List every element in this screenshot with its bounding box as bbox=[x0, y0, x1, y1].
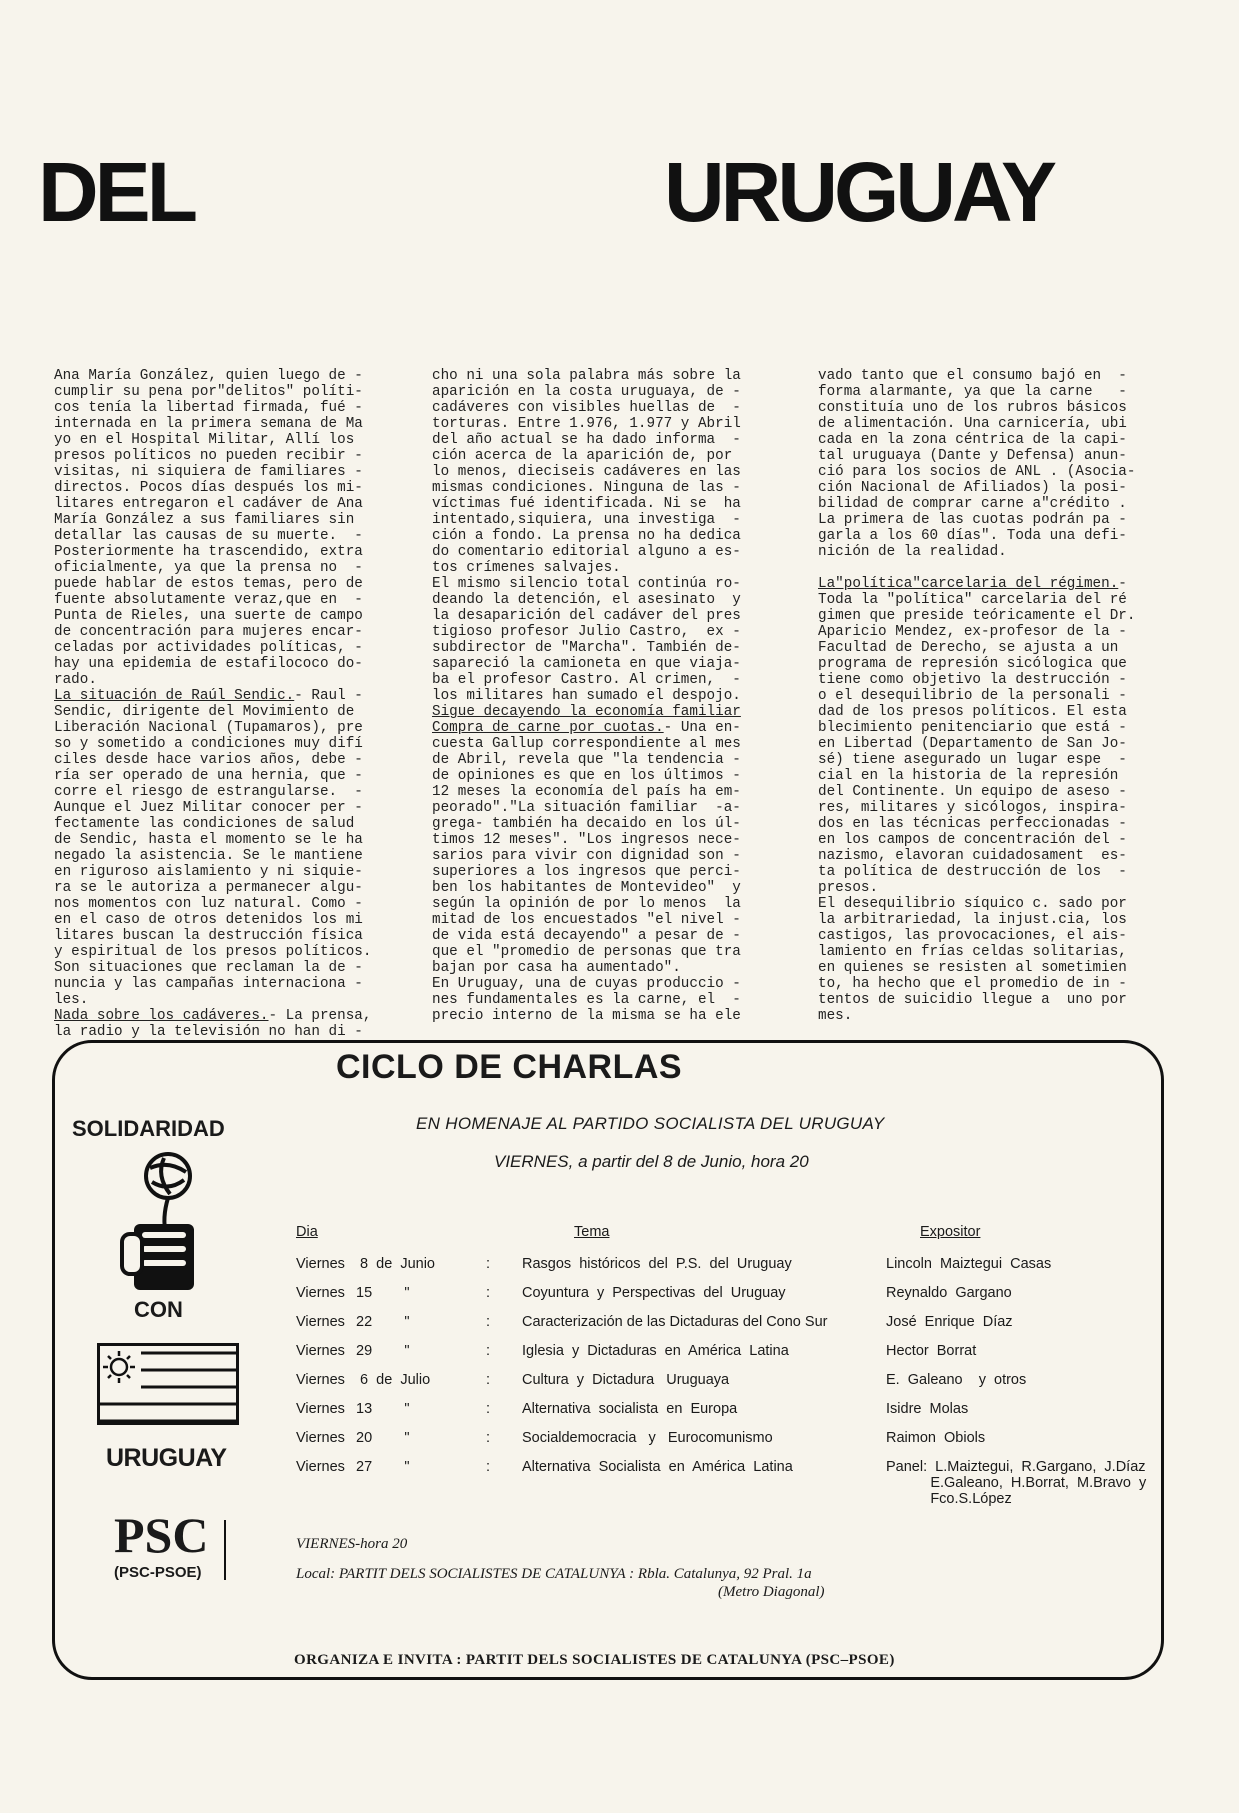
row-day: Viernes bbox=[296, 1285, 345, 1301]
article-text: - Una en- cuesta Gallup correspondiente al mes de Abril, revela que "la tendencia - de opiniones es que en los últimos - 12 meses la economía del país ha em- peorado"."La situación familiar -a- grega- también ha decaido en los úl- timos 12 meses". "Los ingresos nece- sarios para vivir con dignidad son - superiores a los ingresos que perci- ben los habitantes de Montevideo" y según la opinión de por lo menos la mitad de los encuestados "el nivel - de vida está decayendo" a pesar de - que el "promedio de personas que tra bajan por casa ha aumentado". En Uruguay, una de cuyas produccio - nes fundamentales es la carne, el - precio interno de la misma se ha ele bbox=[432, 720, 741, 1024]
uruguay-label: URUGUAY bbox=[106, 1444, 227, 1472]
row-date: 27 " bbox=[356, 1459, 410, 1475]
section-heading: La"política"carcelaria del régimen. bbox=[818, 576, 1119, 592]
row-topic: Caracterización de las Dictaduras del Cono Sur bbox=[522, 1314, 828, 1330]
row-colon: : bbox=[486, 1285, 491, 1301]
row-topic: Rasgos históricos del P.S. del Uruguay bbox=[522, 1256, 792, 1272]
article-text: cho ni una sola palabra más sobre la aparición en la costa uruguaya, de - cadáveres con visibles huellas de - torturas. Entre 1.976, 1.977 y Abril del año actual se ha dado informa - ción acerca de la aparición de, por lo menos, dieciseis cadáveres en las mismas condiciones. Ninguna de las - víctimas fué identificada. Ni se ha intentado,siquiera, una investiga - ción a fondo. La prensa no ha dedica do comentario editorial alguno a es- tos crímenes salvajes. El mismo silencio total continúa ro- deando la detención, el asesinato y la desaparición del cadáver del pres tigioso profesor Julio Castro, ex - subdirector de "Marcha". También de- sapareció la camioneta en que viaja- ba el profesor Castro. Al crimen, - los militares han sumado el despojo. bbox=[432, 368, 741, 704]
row-date: 29 " bbox=[356, 1343, 410, 1359]
row-date: 15 " bbox=[356, 1285, 410, 1301]
row-day: Viernes bbox=[296, 1430, 345, 1446]
row-colon: : bbox=[486, 1314, 491, 1330]
row-speaker: Lincoln Maiztegui Casas bbox=[886, 1256, 1052, 1272]
row-date: 8 de Junio bbox=[356, 1256, 435, 1272]
section-heading: Nada sobre los cadáveres. bbox=[54, 1008, 269, 1024]
row-day: Viernes bbox=[296, 1343, 345, 1359]
solidaridad-label: SOLIDARIDAD bbox=[72, 1116, 225, 1141]
schedule-row bbox=[0, 1343, 1239, 1365]
box-title: CICLO DE CHARLAS bbox=[336, 1048, 683, 1086]
row-colon: : bbox=[486, 1372, 491, 1388]
row-speaker: Hector Borrat bbox=[886, 1343, 977, 1359]
viernes-hora: VIERNES-hora 20 bbox=[296, 1536, 408, 1552]
row-colon: : bbox=[486, 1343, 491, 1359]
section-heading: La situación de Raúl Sendic. bbox=[54, 688, 295, 704]
row-day: Viernes bbox=[296, 1372, 345, 1388]
local-address: Local: PARTIT DELS SOCIALISTES DE CATALUNYA : Rbla. Catalunya, 92 Pral. 1a bbox=[296, 1566, 812, 1582]
row-colon: : bbox=[486, 1459, 491, 1475]
article-column-1 bbox=[54, 368, 406, 1040]
row-topic: Coyuntura y Perspectivas del Uruguay bbox=[522, 1285, 786, 1301]
row-topic: Alternativa Socialista en América Latina bbox=[522, 1459, 793, 1475]
section-heading: Sigue decayendo la economía familiar Compra de carne por cuotas. bbox=[432, 704, 741, 736]
organiza-line: ORGANIZA E INVITA : PARTIT DELS SOCIALISTES DE CATALUNYA (PSC–PSOE) bbox=[294, 1652, 895, 1668]
row-topic: Alternativa socialista en Europa bbox=[522, 1401, 738, 1417]
row-speaker: José Enrique Díaz bbox=[886, 1314, 1013, 1330]
article-text: - La prensa, la radio y la televisión no han di - bbox=[54, 1008, 372, 1040]
row-day: Viernes bbox=[296, 1314, 345, 1330]
row-speaker: E. Galeano y otros bbox=[886, 1372, 1027, 1388]
article-text: - Toda la "política" carcelaria del ré gimen que preside teóricamente el Dr. Aparicio Mendez, ex-profesor de la - Facultad de Derecho, se ajusta a un programa de represión sicólogica que tiene como objetivo la destrucción - o el desequilibrio de la personali - dad de los presos políticos. El esta blecimiento penitenciario que está - en Libertad (Departamento de San Jo- sé) tiene asegurado un lugar espe - cial en la historia de la represión del Continente. Un equipo de aseso - res, militares y sicólogos, inspira- dos en las técnicas perfeccionadas - en los campos de concentración del - nazismo, elavoran cuidadosament es- ta política de destrucción de los - presos. El desequilibrio síquico c. sado por la arbitrariedad, la injust.cia, los castigos, las provocaciones, el ais- lamiento en frías celdas solitarias, en quienes se resisten al sometimien to, ha hecho que el promedio de in - tentos de suicidio llegue a uno por mes. bbox=[818, 576, 1136, 1024]
row-date: 13 " bbox=[356, 1401, 410, 1417]
article-column-3 bbox=[818, 368, 1170, 1024]
schedule-row bbox=[0, 1401, 1239, 1423]
con-label: CON bbox=[134, 1297, 183, 1322]
psc-logo-text: PSC bbox=[114, 1507, 209, 1563]
row-colon: : bbox=[486, 1256, 491, 1272]
headline-uruguay: URUGUAY bbox=[664, 145, 1053, 239]
row-speaker: Isidre Molas bbox=[886, 1401, 969, 1417]
row-topic: Iglesia y Dictaduras en América Latina bbox=[522, 1343, 789, 1359]
psc-logo-bar bbox=[224, 1520, 226, 1580]
headline-del: DEL bbox=[38, 145, 194, 239]
header-dia: Dia bbox=[296, 1224, 318, 1240]
row-speaker: Reynaldo Gargano bbox=[886, 1285, 1012, 1301]
header-expositor: Expositor bbox=[920, 1224, 981, 1240]
row-topic: Socialdemocracia y Eurocomunismo bbox=[522, 1430, 773, 1446]
row-colon: : bbox=[486, 1401, 491, 1417]
row-date: 6 de Julio bbox=[356, 1372, 431, 1388]
psc-subtitle: (PSC-PSOE) bbox=[114, 1564, 202, 1581]
row-speaker: Raimon Obiols bbox=[886, 1430, 986, 1446]
row-date: 22 " bbox=[356, 1314, 410, 1330]
row-speaker: Panel: L.Maiztegui, R.Gargano, J.Díaz E.Galeano, H.Borrat, M.Bravo y Fco.S.López bbox=[886, 1459, 1147, 1507]
schedule-row bbox=[0, 1459, 1239, 1507]
schedule-row bbox=[0, 1314, 1239, 1336]
article-text: - Raul - Sendic, dirigente del Movimiento de Liberación Nacional (Tupamaros), pre so y sometido a condiciones muy difí ciles desde hace varios años, debe - ría ser operado de una hernia, que - corre el riesgo de estrangularse. - Aunque el Juez Militar conocer per - fectamente las condiciones de salud de Sendic, hasta el momento se le ha negado la asistencia. Se le mantiene en riguroso aislamiento y ni siquie- ra se le autoriza a permanecer algu- nos momentos con luz natural. Como - en el caso de otros detenidos los mi litares buscan la destrucción física y espiritual de los presos políticos. Son situaciones que reclaman la de - nuncia y las campañas internaciona - les. bbox=[54, 688, 372, 1008]
article-text: vado tanto que el consumo bajó en - forma alarmante, ya que la carne - constituía uno de los rubros básicos de alimentación. Una carnicería, ubi cada en la zona céntrica de la capi- tal uruguaya (Dante y Defensa) anun- ció para los socios de ANL . (Asocia- ción Nacional de Afiliados) la posi- bilidad de comprar carne a"crédito . La primera de las cuotas podrán pa - garla a los 60 días". Toda una defi- nición de la realidad. bbox=[818, 368, 1136, 560]
row-topic: Cultura y Dictadura Uruguaya bbox=[522, 1372, 730, 1388]
row-day: Viernes bbox=[296, 1401, 345, 1417]
header-tema: Tema bbox=[574, 1224, 610, 1240]
homenaje-line: EN HOMENAJE AL PARTIDO SOCIALISTA DEL URUGUAY bbox=[416, 1114, 885, 1133]
schedule-row bbox=[0, 1372, 1239, 1394]
schedule-row bbox=[0, 1285, 1239, 1307]
metro-note: (Metro Diagonal) bbox=[718, 1584, 825, 1600]
row-date: 20 " bbox=[356, 1430, 410, 1446]
schedule-row bbox=[0, 1430, 1239, 1452]
article-text: Ana María González, quien luego de - cumplir su pena por"delitos" políti- cos tenía la libertad firmada, fué - internada en la primera semana de Ma yo en el Hospital Militar, Allí los presos políticos no pueden recibir - visitas, ni siquiera de familiares - directos. Pocos días después los mi- litares entregaron el cadáver de Ana María González a sus familiares sin detallar las causas de su muerte. - Posteriormente ha trascendido, extra oficialmente, ya que la prensa no - puede hablar de estos temas, pero de fuente absolutamente veraz,que en - Punta de Rieles, una suerte de campo de concentración para mujeres encar- celadas por actividades políticas, - hay una epidemia de estafilococo do- rado. bbox=[54, 368, 363, 688]
schedule-row bbox=[0, 1256, 1239, 1278]
row-colon: : bbox=[486, 1430, 491, 1446]
row-day: Viernes bbox=[296, 1256, 345, 1272]
article-column-2 bbox=[432, 368, 784, 1024]
row-day: Viernes bbox=[296, 1459, 345, 1475]
viernes-line: VIERNES, a partir del 8 de Junio, hora 20 bbox=[494, 1152, 809, 1171]
